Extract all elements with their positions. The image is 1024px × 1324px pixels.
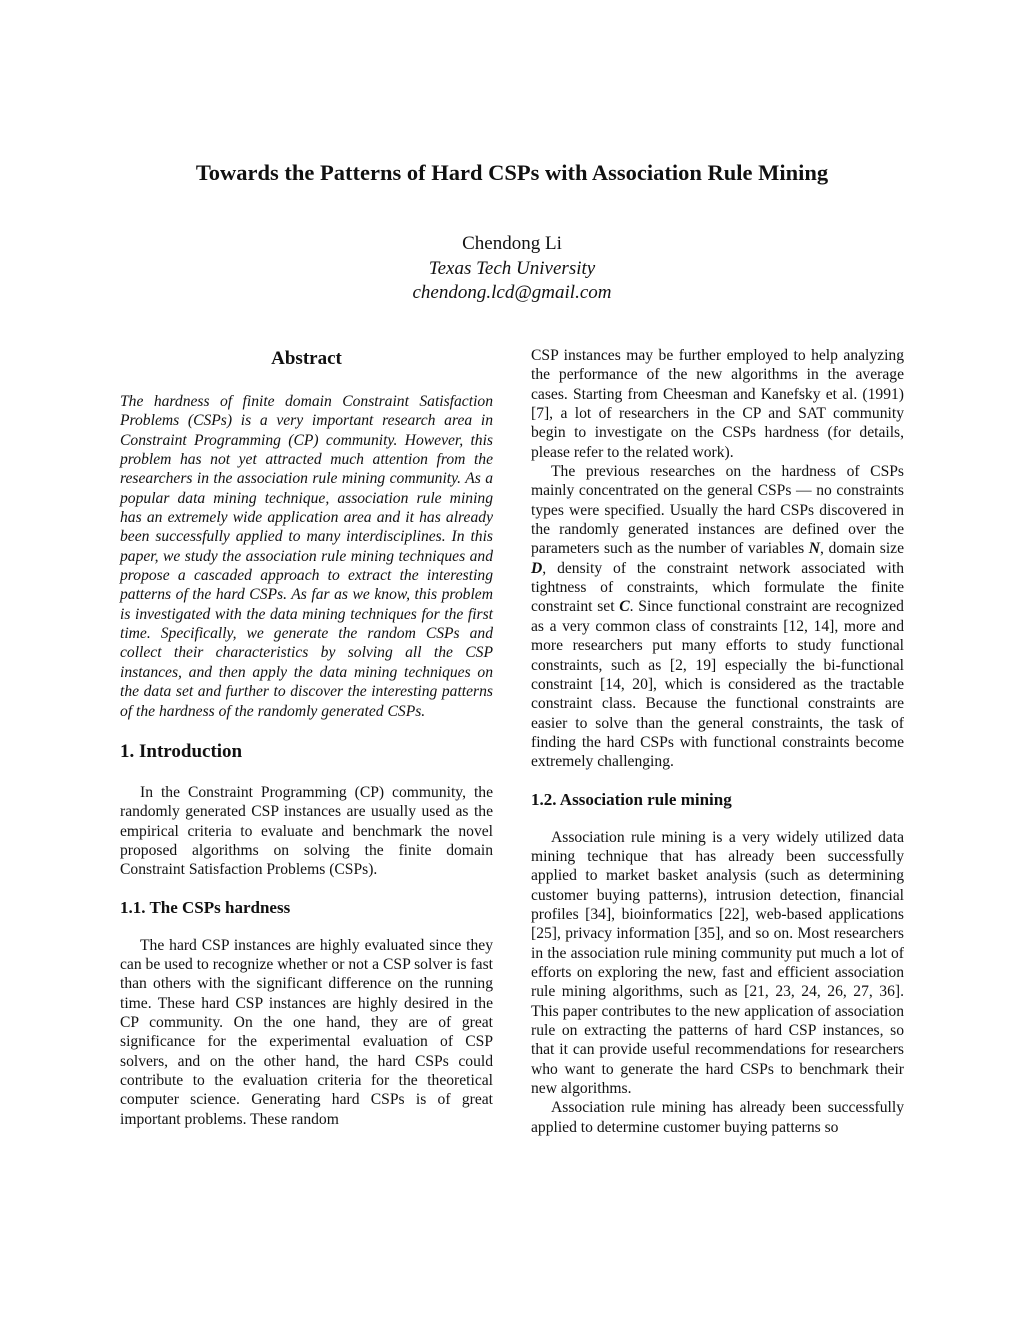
variable-n: N — [808, 540, 820, 558]
text-span: . Since functional constraint are recognized as a very common class of constraints [12, 14], more and more researchers put many efforts to study functional constraints, such as [2, 19] especially the bi-functional constraint [14, 20], which is considered as the tractable constraint class. Because the functional constraints are easier to solve than the general constraints, the task of finding the hard CSPs with functional constraints become extremely challenging. — [531, 598, 904, 771]
variable-d: D — [531, 559, 543, 577]
introduction-heading: 1. Introduction — [120, 740, 243, 762]
text-span: , density of the constraint network associated with tightness of constraints, which formulate the finite constraint set — [531, 559, 904, 616]
association-rule-paragraph-2: Association rule mining has already been successfully applied to determine customer buying patterns so — [531, 1099, 904, 1136]
abstract-text: The hardness of finite domain Constraint Satisfaction Problems (CSPs) is a very important research area in Constraint Programming (CP) community. However, this problem has not yet attracted much attention from the researchers in the association rule mining community. As a popular data mining technique, association rule mining has an extremely wide application area and it has already been successfully applied to many interdisciplines. In this paper, we study the association rule mining techniques and propose a cascaded approach to extract the interesting patterns of the hard CSPs. As far as we know, this problem is investigated with the data mining techniques for the first time. Specifically, we generate the random CSPs and collect their characteristics by solving all the CSP instances, and then apply the data mining techniques on the data set and further to discover the interesting patterns of the hardness of the randomly generated CSPs. — [120, 393, 493, 720]
csp-hardness-heading: 1.1. The CSPs hardness — [120, 897, 291, 917]
csp-hardness-paragraph-1-continued: CSP instances may be further employed to help analyzing the performance of the new algorithms in the average cases. Starting from Cheesman and Kanefsky et al. (1991) [7], a lot of researchers in the CP and SAT community begin to investigate on the CSPs hardness (for details, please refer to the related work). — [531, 347, 904, 461]
csp-hardness-paragraph-2 — [531, 462, 904, 772]
association-rule-mining-heading: 1.2. Association rule mining — [531, 789, 732, 809]
abstract-heading: Abstract — [271, 348, 342, 369]
author-affiliation: Texas Tech University — [428, 257, 596, 279]
author-block — [0, 232, 1024, 306]
paper-title: Towards the Patterns of Hard CSPs with Association Rule Mining — [195, 160, 829, 185]
csp-hardness-paragraph-1: The hard CSP instances are highly evaluated since they can be used to recognize whether or not a CSP solver is fast than others with the significant difference on the running time. These hard CSP instances are highly desired in the CP community. On the one hand, they are of great significance for the experimental evaluation of CSP solvers, and on the other hand, the hard CSPs could contribute to the evaluation criteria for the theoretical computer science. Generating hard CSPs is of great important problems. These random — [120, 936, 493, 1128]
author-name: Chendong Li — [462, 233, 562, 254]
author-email: chendong.lcd@gmail.com — [412, 282, 612, 303]
introduction-paragraph: In the Constraint Programming (CP) community, the randomly generated CSP instances are usually used as the empirical criteria to evaluate and benchmark the novel proposed algorithms on solving the finite domain Constraint Satisfaction Problems (CSPs). — [120, 783, 493, 879]
left-column — [120, 346, 493, 1129]
variable-c: C — [619, 598, 630, 616]
text-span: , domain size — [820, 540, 905, 558]
text-span: The previous researches on the hardness of CSPs mainly concentrated on the general CSPs — no constraints types were specified. Usually the hard CSPs discovered in the randomly generated instances are defined over the parameters such as the number of variables — [531, 463, 904, 558]
right-column — [531, 346, 904, 1137]
association-rule-paragraph-1: Association rule mining is a very widely utilized data mining technique that has already been successfully applied to market basket analysis (such as determining customer buying patterns), intrusion detection, financial profiles [34], bioinformatics [22], web-based applications [25], privacy information [35], and so on. Most researchers in the association rule mining community put much a lot of efforts on exploring the new, fast and efficient association rule mining algorithms, such as [21, 23, 24, 26, 27, 36]. This paper contributes to the new application of association rule on extracting the patterns of hard CSP instances, so that it can provide useful recommendations for researchers who want to generate the hard CSPs to benchmark their new algorithms. — [531, 828, 904, 1098]
